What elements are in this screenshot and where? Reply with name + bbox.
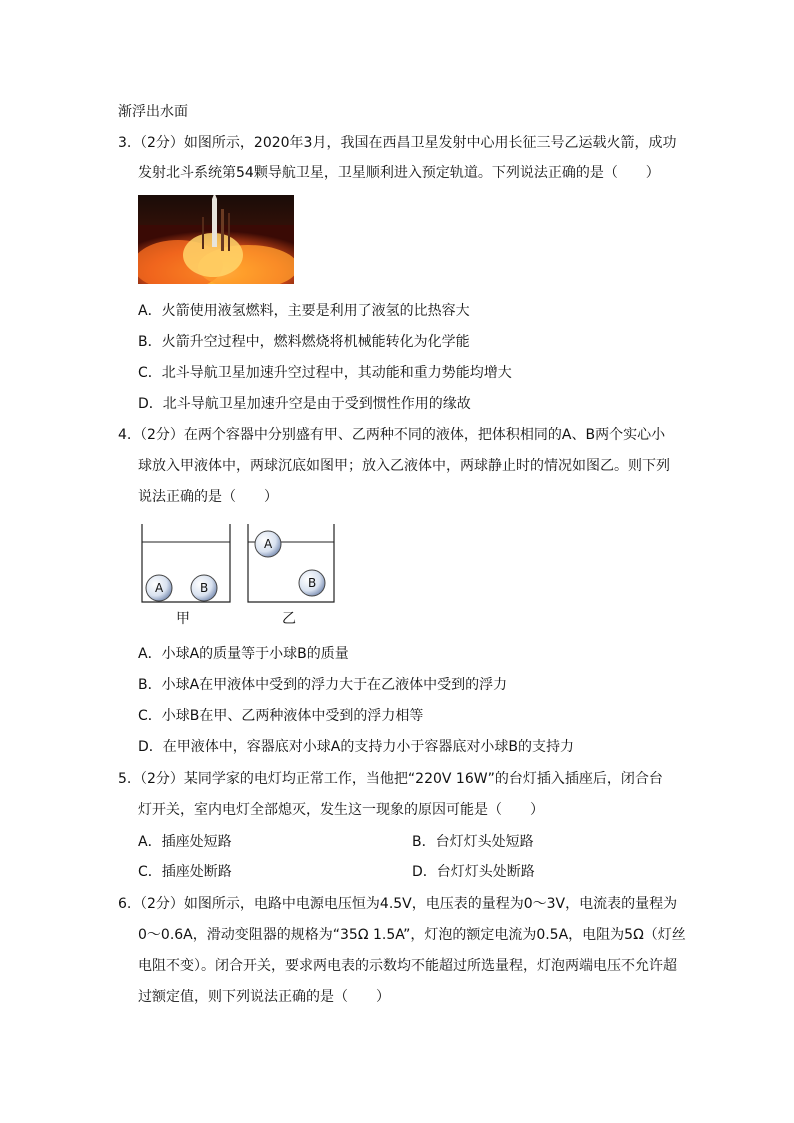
- option-b: B．小球A在甲液体中受到的浮力大于在乙液体中受到的浮力: [138, 677, 508, 693]
- question-text-line: 说法正确的是（ ）: [138, 489, 278, 505]
- ball-a-label: A: [155, 581, 164, 595]
- option-d: D．北斗导航卫星加速升空是由于受到惯性作用的缘故: [138, 396, 471, 412]
- option-c: C．北斗导航卫星加速升空过程中，其动能和重力势能均增大: [138, 365, 512, 381]
- option-c: C．小球B在甲、乙两种液体中受到的浮力相等: [138, 708, 424, 724]
- option-a: A．火箭使用液氢燃料，主要是利用了液氢的比热容大: [138, 303, 470, 319]
- ball-b-label: B: [308, 576, 317, 590]
- question-text-line: （2分）某同学家的电灯均正常工作，当他把“220V 16W”的台灯插入插座后，闭合台: [133, 771, 663, 787]
- container-yi: [248, 524, 334, 602]
- figure-label-jia: 甲: [176, 611, 190, 627]
- question-text-line: 0～0.6A，滑动变阻器的规格为“35Ω 1.5A”，灯泡的额定电流为0.5A，电阻为5Ω（灯丝: [138, 927, 686, 943]
- question-number: 4.: [118, 427, 132, 443]
- option-a: A．小球A的质量等于小球B的质量: [138, 646, 349, 662]
- ball-b-label: B: [200, 581, 209, 595]
- question-number: 3.: [118, 135, 132, 151]
- option-b: B．火箭升空过程中，燃料燃烧将机械能转化为化学能: [138, 334, 470, 350]
- question-text-line: 发射北斗系统第54颗导航卫星，卫星顺利进入预定轨道。下列说法正确的是（ ）: [138, 165, 660, 181]
- option-d: D．在甲液体中，容器底对小球A的支持力小于容器底对小球B的支持力: [138, 739, 574, 755]
- option-c: C．插座处断路: [138, 864, 232, 880]
- prev-question-tail: 渐浮出水面: [118, 104, 188, 120]
- option-d: D．台灯灯头处断路: [412, 864, 535, 880]
- question-text-line: （2分）在两个容器中分别盛有甲、乙两种不同的液体，把体积相同的A、B两个实心小: [133, 427, 666, 443]
- question-text-line: （2分）如图所示，电路中电源电压恒为4.5V，电压表的量程为0～3V，电流表的量程为: [133, 896, 678, 912]
- option-b: B．台灯灯头处短路: [412, 834, 534, 850]
- question-text-line: 球放入甲液体中，两球沉底如图甲；放入乙液体中，两球静止时的情况如图乙。则下列: [138, 458, 670, 474]
- question-text-line: 灯开关，室内电灯全部熄灭，发生这一现象的原因可能是（ ）: [138, 802, 544, 818]
- rocket-launch-photo: [138, 195, 294, 284]
- question-text-line: （2分）如图所示，2020年3月，我国在西昌卫星发射中心用长征三号乙运载火箭，成功: [133, 135, 677, 151]
- ball-a-label: A: [264, 537, 273, 551]
- question-text-line: 过额定值，则下列说法正确的是（ ）: [138, 989, 390, 1005]
- buoyancy-figure: [138, 520, 348, 630]
- question-number: 6.: [118, 896, 132, 912]
- question-text-line: 电阻不变）。闭合开关，要求两电表的示数均不能超过所选量程，灯泡两端电压不允许超: [138, 958, 677, 974]
- option-a: A．插座处短路: [138, 834, 232, 850]
- question-number: 5.: [118, 771, 132, 787]
- figure-label-yi: 乙: [282, 611, 296, 627]
